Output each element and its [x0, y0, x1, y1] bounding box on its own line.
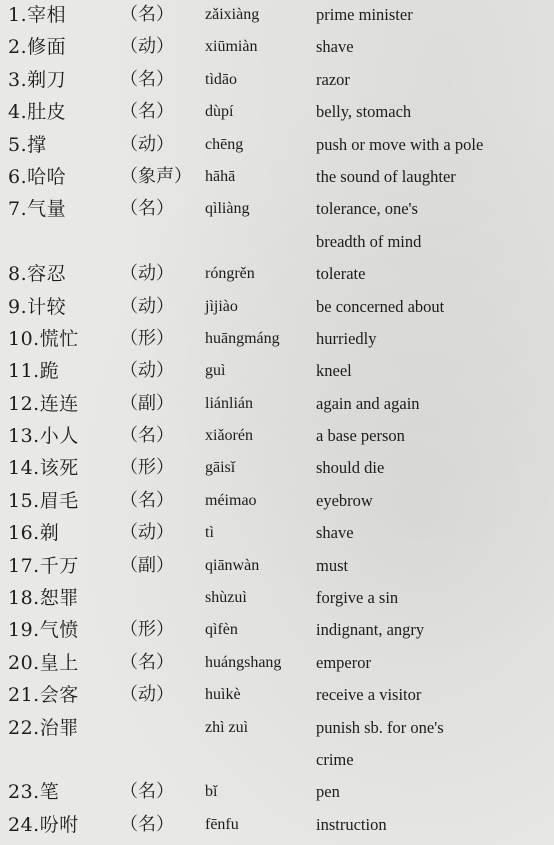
entry-number-and-word	[8, 36, 66, 58]
pinyin: guì	[205, 362, 226, 380]
vocab-row	[0, 389, 554, 421]
entry-number: 5.	[8, 133, 28, 156]
vocab-row	[0, 810, 554, 842]
entry-number: 10.	[8, 327, 40, 350]
entry-number-and-word	[8, 652, 79, 674]
vocab-row	[0, 648, 554, 680]
pinyin: tì	[205, 524, 214, 542]
pinyin: méimao	[205, 491, 257, 509]
english-meaning: pen	[316, 782, 340, 802]
entry-word: 治罪	[39, 716, 79, 739]
pinyin: hāhā	[205, 167, 236, 185]
entry-number-and-word	[8, 457, 79, 479]
entry-number-and-word	[8, 587, 79, 609]
part-of-speech: （名）	[120, 68, 174, 90]
pinyin: huāngmáng	[205, 329, 280, 347]
part-of-speech: （名）	[120, 651, 174, 673]
entry-word: 修面	[27, 36, 67, 59]
vocab-row	[0, 421, 554, 453]
english-meaning: must	[316, 555, 349, 575]
entry-word: 宰相	[27, 4, 67, 26]
entry-word: 剃	[39, 522, 60, 545]
pinyin: zhì zuì	[205, 718, 249, 736]
entry-word: 会客	[39, 684, 79, 707]
english-meaning: forgive a sin	[316, 588, 399, 608]
entry-word: 该死	[39, 457, 79, 480]
english-meaning: punish sb. for one's crime	[316, 717, 444, 770]
vocab-row	[0, 680, 554, 712]
entry-word: 笔	[39, 781, 60, 804]
entry-number: 8.	[8, 263, 28, 286]
vocab-row	[0, 324, 554, 356]
entry-number-and-word	[8, 360, 59, 382]
english-meaning: razor	[316, 69, 350, 89]
entry-number: 15.	[8, 489, 40, 512]
part-of-speech: （形）	[120, 457, 174, 479]
pinyin: bǐ	[205, 783, 218, 801]
english-meaning: be concerned about	[316, 296, 445, 316]
part-of-speech: （名）	[120, 101, 174, 123]
part-of-speech: （动）	[120, 295, 174, 317]
entry-number-and-word	[8, 328, 79, 350]
part-of-speech: （动）	[120, 522, 174, 544]
entry-number-and-word	[8, 619, 79, 641]
english-meaning: emperor	[316, 652, 371, 672]
entry-number: 3.	[8, 68, 28, 91]
english-meaning: should die	[316, 458, 385, 478]
english-meaning: belly, stomach	[316, 102, 412, 122]
pinyin: xiūmiàn	[205, 38, 258, 56]
pinyin: zǎixiàng	[205, 6, 260, 23]
vocab-row	[0, 0, 554, 32]
part-of-speech: （名）	[120, 4, 174, 25]
entry-number: 1.	[8, 4, 28, 26]
english-meaning: prime minister	[316, 5, 413, 24]
entry-number: 12.	[8, 392, 40, 415]
part-of-speech: （动）	[120, 684, 174, 706]
entry-word: 剃刀	[27, 68, 67, 91]
vocab-row	[0, 292, 554, 324]
entry-word: 计较	[27, 295, 67, 318]
entry-word: 气量	[27, 198, 67, 221]
pinyin: fēnfu	[205, 815, 239, 833]
part-of-speech: （动）	[120, 360, 174, 382]
part-of-speech: （象声）	[120, 165, 192, 187]
vocab-row	[0, 713, 554, 778]
vocab-row	[0, 130, 554, 162]
english-meaning: kneel	[316, 361, 352, 381]
entry-number-and-word	[8, 684, 79, 706]
entry-number: 4.	[8, 101, 28, 124]
vocab-row	[0, 259, 554, 291]
entry-number: 11.	[8, 360, 40, 383]
entry-word: 慌忙	[39, 327, 79, 350]
entry-number: 24.	[8, 813, 40, 836]
entry-number: 2.	[8, 36, 28, 59]
part-of-speech: （名）	[120, 198, 174, 220]
entry-word: 连连	[39, 392, 79, 415]
entry-word: 跪	[39, 360, 60, 383]
entry-word: 皇上	[39, 651, 79, 674]
entry-number: 20.	[8, 651, 40, 674]
pinyin: róngrěn	[205, 265, 255, 283]
english-meaning: indignant, angry	[316, 620, 425, 640]
entry-number: 7.	[8, 198, 28, 221]
entry-number: 22.	[8, 716, 40, 739]
part-of-speech: （副）	[120, 554, 174, 576]
entry-number-and-word	[8, 814, 79, 836]
vocab-row	[0, 583, 554, 615]
pinyin: qìfèn	[205, 621, 238, 639]
part-of-speech: （名）	[120, 813, 174, 835]
part-of-speech: （名）	[120, 781, 174, 803]
entry-word: 肚皮	[27, 101, 67, 124]
part-of-speech: （动）	[120, 36, 174, 58]
pinyin: chēng	[205, 135, 244, 153]
entry-number: 19.	[8, 619, 40, 642]
vocab-row	[0, 356, 554, 388]
entry-word: 眉毛	[39, 489, 79, 512]
pinyin: xiǎorén	[205, 427, 253, 445]
english-meaning: the sound of laughter	[316, 166, 456, 186]
part-of-speech: （动）	[120, 133, 174, 155]
pinyin: jìjiào	[205, 297, 238, 315]
entry-number-and-word	[8, 198, 66, 220]
entry-number: 13.	[8, 425, 40, 448]
part-of-speech: （名）	[120, 425, 174, 447]
entry-number-and-word	[8, 490, 79, 512]
pinyin: qìliàng	[205, 200, 250, 218]
vocab-row	[0, 486, 554, 518]
entry-number: 21.	[8, 684, 40, 707]
entry-number-and-word	[8, 781, 59, 803]
vocab-row	[0, 777, 554, 809]
part-of-speech: （名）	[120, 489, 174, 511]
entry-word: 千万	[39, 554, 79, 577]
part-of-speech: （动）	[120, 263, 174, 285]
entry-number-and-word	[8, 134, 47, 156]
entry-number-and-word	[8, 4, 66, 26]
entry-number: 9.	[8, 295, 28, 318]
vocab-row	[0, 32, 554, 64]
entry-number: 17.	[8, 554, 40, 577]
entry-word: 小人	[39, 425, 79, 448]
english-meaning: shave	[316, 523, 354, 543]
english-meaning: receive a visitor	[316, 685, 422, 705]
entry-number-and-word	[8, 263, 66, 285]
entry-number-and-word	[8, 69, 66, 91]
vocab-row	[0, 453, 554, 485]
vocab-row	[0, 65, 554, 97]
entry-number: 16.	[8, 522, 40, 545]
vocab-row	[0, 518, 554, 550]
entry-number-and-word	[8, 555, 79, 577]
english-meaning: tolerate	[316, 264, 366, 284]
pinyin: liánlián	[205, 394, 253, 412]
vocab-row	[0, 97, 554, 129]
part-of-speech: （形）	[120, 327, 174, 349]
english-meaning: instruction	[316, 814, 387, 834]
english-meaning: tolerance, one's breadth of mind	[316, 199, 422, 251]
pinyin: huángshang	[205, 653, 282, 671]
entry-word: 哈哈	[27, 165, 67, 188]
english-meaning: hurriedly	[316, 328, 377, 348]
vocab-row	[0, 162, 554, 194]
english-meaning: again and again	[316, 393, 420, 413]
entry-number: 6.	[8, 165, 28, 188]
entry-word: 恕罪	[39, 587, 79, 610]
part-of-speech: （形）	[120, 619, 174, 641]
part-of-speech: （副）	[120, 392, 174, 414]
pinyin: qiānwàn	[205, 556, 260, 574]
entry-word: 气愤	[39, 619, 79, 642]
entry-number-and-word	[8, 522, 59, 544]
english-meaning: a base person	[316, 426, 405, 446]
pinyin: dùpí	[205, 103, 234, 121]
entry-number-and-word	[8, 393, 79, 415]
pinyin: gāisǐ	[205, 459, 236, 477]
entry-number-and-word	[8, 296, 66, 318]
entry-number: 14.	[8, 457, 40, 480]
entry-number-and-word	[8, 425, 79, 447]
entry-number-and-word	[8, 166, 66, 188]
entry-number: 23.	[8, 781, 40, 804]
english-meaning: eyebrow	[316, 490, 373, 510]
pinyin: huìkè	[205, 686, 241, 704]
english-meaning: shave	[316, 37, 354, 57]
pinyin: shùzuì	[205, 589, 247, 607]
vocab-row	[0, 194, 554, 259]
entry-number-and-word	[8, 101, 66, 123]
vocab-row	[0, 615, 554, 647]
entry-word: 吩咐	[39, 813, 79, 836]
english-meaning: push or move with a pole	[316, 134, 484, 154]
pinyin: tìdāo	[205, 70, 237, 88]
entry-number-and-word	[8, 717, 79, 739]
entry-number: 18.	[8, 587, 40, 610]
vocab-row	[0, 551, 554, 583]
entry-word: 容忍	[27, 263, 67, 286]
entry-word: 撑	[27, 133, 47, 156]
